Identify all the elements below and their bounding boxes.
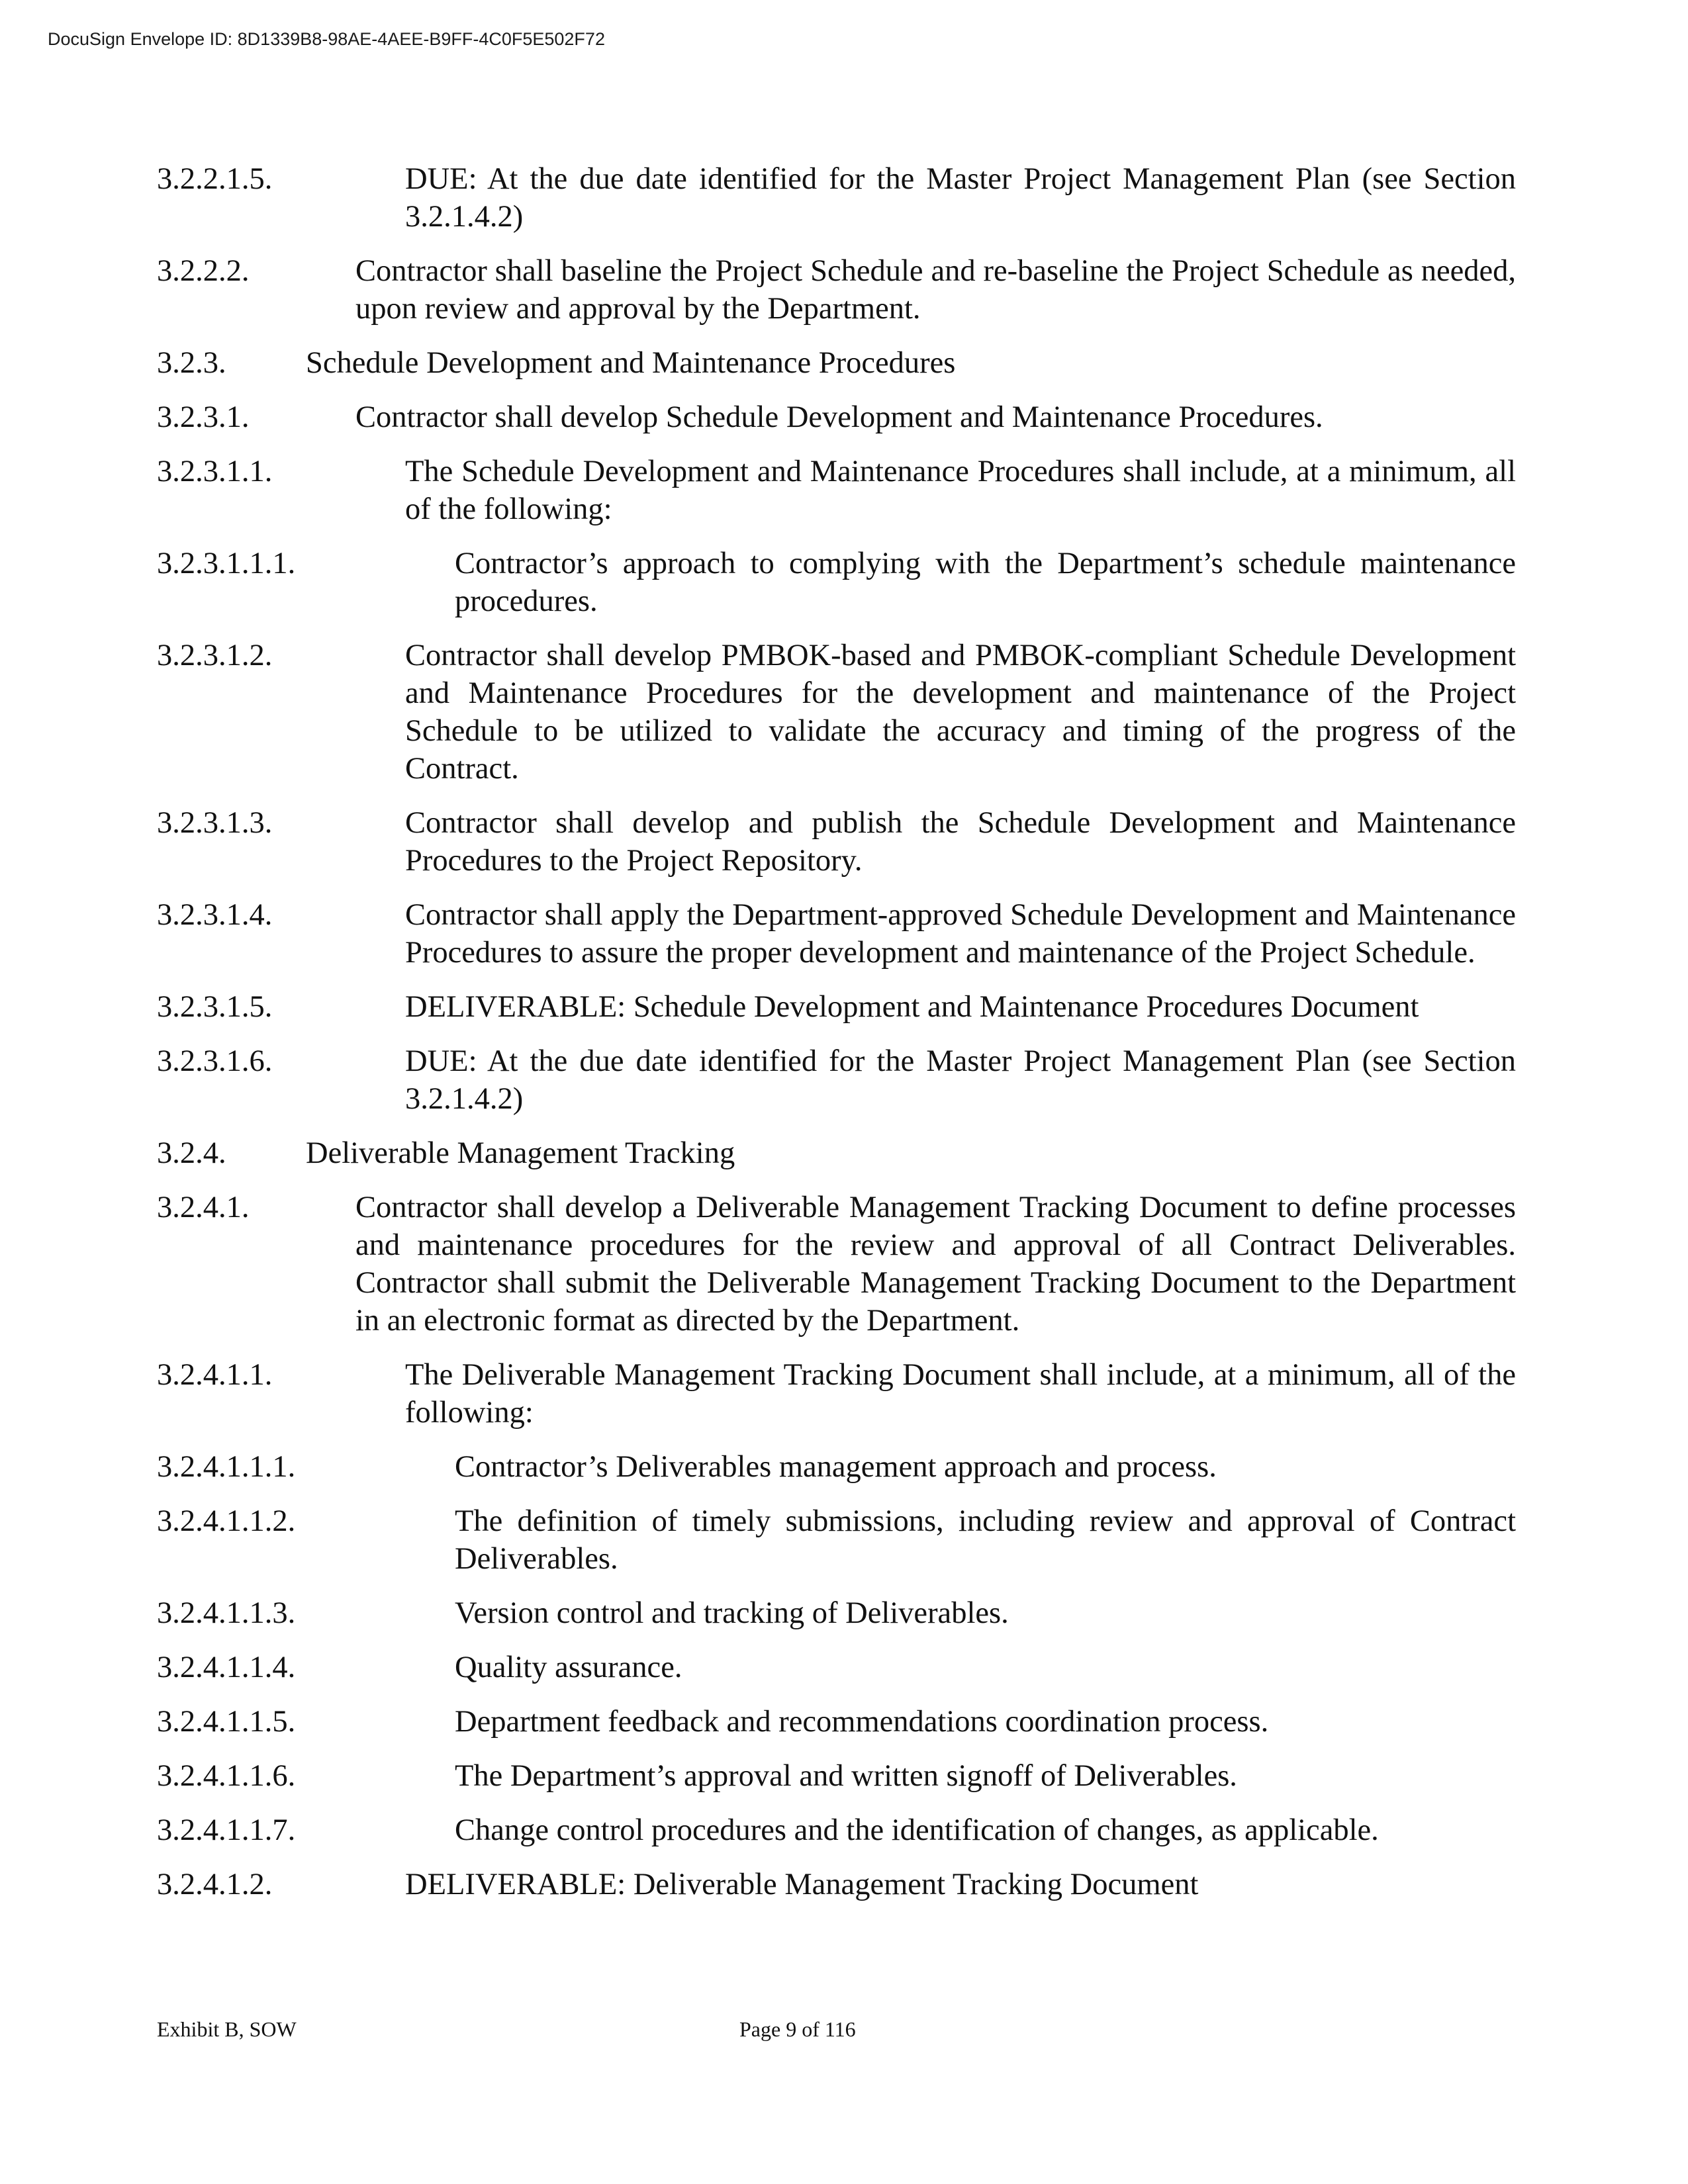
clause-3-2-3-1-1 [157, 453, 1516, 528]
clause-text: Deliverable Management Tracking [306, 1136, 735, 1170]
clause-3-2-4-1-1-6 [157, 1757, 1516, 1795]
clause-text: The definition of timely submissions, including review and approval of Contract Deliverables. [455, 1504, 1516, 1576]
clause-number: 3.2.4.1. [157, 1191, 250, 1224]
document-body [157, 160, 1516, 1920]
clause-text: Contractor shall develop a Deliverable Management Tracking Document to define processes and maintenance procedures for the review and approval of all Contract Deliverables. Contractor shall submit the Deliverable Management Tracking Document to the Department in an electronic format as directed by the Department. [355, 1191, 1516, 1338]
clause-text: The Schedule Development and Maintenance Procedures shall include, at a minimum, all of the following: [405, 455, 1516, 526]
footer-exhibit-label: Exhibit B, SOW [157, 2017, 297, 2041]
clause-3-2-2-1-5 [157, 160, 1516, 236]
clause-number: 3.2.3.1.4. [157, 898, 273, 932]
clause-text: Contractor shall develop Schedule Development and Maintenance Procedures. [355, 400, 1323, 434]
clause-3-2-4-1-1 [157, 1356, 1516, 1432]
clause-number: 3.2.4.1.2. [157, 1868, 273, 1901]
clause-3-2-4-1-1-7 [157, 1811, 1516, 1849]
clause-text: Contractor shall develop PMBOK-based and PMBOK-compliant Schedule Development and Maintenance Procedures for the development and maintenance of the Project Schedule to be utilized to validate the accuracy and timing of the progress of the Contract. [405, 639, 1516, 786]
clause-3-2-3-1-4 [157, 896, 1516, 972]
clause-number: 3.2.4. [157, 1136, 226, 1170]
clause-number: 3.2.3. [157, 346, 226, 380]
clause-3-2-3-1 [157, 398, 1516, 436]
clause-number: 3.2.3.1.1. [157, 455, 273, 488]
clause-number: 3.2.3.1.1.1. [157, 547, 296, 580]
clause-number: 3.2.3.1.6. [157, 1044, 273, 1078]
clause-number: 3.2.4.1.1.3. [157, 1596, 296, 1630]
clause-text: Contractor shall baseline the Project Schedule and re-baseline the Project Schedule as needed, upon review and approval by the Department. [355, 254, 1516, 326]
clause-number: 3.2.4.1.1.4. [157, 1651, 296, 1684]
clause-number: 3.2.3.1.3. [157, 806, 273, 840]
clause-number: 3.2.2.2. [157, 254, 250, 288]
clause-text: DUE: At the due date identified for the Master Project Management Plan (see Section 3.2.1.4.2) [405, 1044, 1516, 1116]
clause-3-2-3-1-6 [157, 1042, 1516, 1118]
clause-text: DUE: At the due date identified for the Master Project Management Plan (see Section 3.2.1.4.2) [405, 162, 1516, 234]
clause-3-2-4-1-1-4 [157, 1649, 1516, 1686]
clause-text: The Department’s approval and written signoff of Deliverables. [455, 1759, 1237, 1793]
clause-number: 3.2.2.1.5. [157, 162, 273, 196]
clause-text: Contractor’s approach to complying with the Department’s schedule maintenance procedures. [455, 547, 1516, 618]
footer-page-number: Page 9 of 116 [739, 2017, 856, 2041]
clause-3-2-3-1-5 [157, 988, 1516, 1026]
clause-3-2-3-1-2 [157, 637, 1516, 788]
clause-number: 3.2.4.1.1.5. [157, 1705, 296, 1739]
clause-3-2-4 [157, 1134, 1516, 1172]
clause-text: Version control and tracking of Deliverables. [455, 1596, 1009, 1630]
clause-text: Schedule Development and Maintenance Procedures [306, 346, 956, 380]
clause-3-2-4-1-1-2 [157, 1502, 1516, 1578]
clause-text: Change control procedures and the identification of changes, as applicable. [455, 1813, 1379, 1847]
clause-number: 3.2.3.1. [157, 400, 250, 434]
clause-3-2-4-1-1-3 [157, 1594, 1516, 1632]
clause-3-2-3-1-3 [157, 804, 1516, 880]
clause-text: The Deliverable Management Tracking Document shall include, at a minimum, all of the following: [405, 1358, 1516, 1430]
clause-3-2-4-1 [157, 1189, 1516, 1340]
clause-3-2-3-1-1-1 [157, 545, 1516, 620]
clause-text: Department feedback and recommendations coordination process. [455, 1705, 1269, 1739]
clause-3-2-3 [157, 344, 1516, 382]
clause-number: 3.2.4.1.1.1. [157, 1450, 296, 1484]
clause-3-2-4-1-2 [157, 1866, 1516, 1903]
clause-text: Quality assurance. [455, 1651, 682, 1684]
clause-number: 3.2.3.1.5. [157, 990, 273, 1024]
clause-number: 3.2.4.1.1.2. [157, 1504, 296, 1538]
clause-text: DELIVERABLE: Deliverable Management Tracking Document [405, 1868, 1199, 1901]
clause-number: 3.2.3.1.2. [157, 639, 273, 672]
clause-3-2-4-1-1-1 [157, 1448, 1516, 1486]
clause-number: 3.2.4.1.1. [157, 1358, 273, 1392]
clause-number: 3.2.4.1.1.6. [157, 1759, 296, 1793]
clause-number: 3.2.4.1.1.7. [157, 1813, 296, 1847]
clause-text: Contractor shall apply the Department-approved Schedule Development and Maintenance Procedures to assure the proper development and maintenance of the Project Schedule. [405, 898, 1516, 970]
clause-3-2-2-2 [157, 252, 1516, 328]
clause-text: Contractor shall develop and publish the Schedule Development and Maintenance Procedures to the Project Repository. [405, 806, 1516, 878]
envelope-id-header: DocuSign Envelope ID: 8D1339B8-98AE-4AEE-B9FF-4C0F5E502F72 [48, 29, 605, 49]
clause-3-2-4-1-1-5 [157, 1703, 1516, 1741]
clause-text: Contractor’s Deliverables management approach and process. [455, 1450, 1217, 1484]
clause-text: DELIVERABLE: Schedule Development and Maintenance Procedures Document [405, 990, 1419, 1024]
